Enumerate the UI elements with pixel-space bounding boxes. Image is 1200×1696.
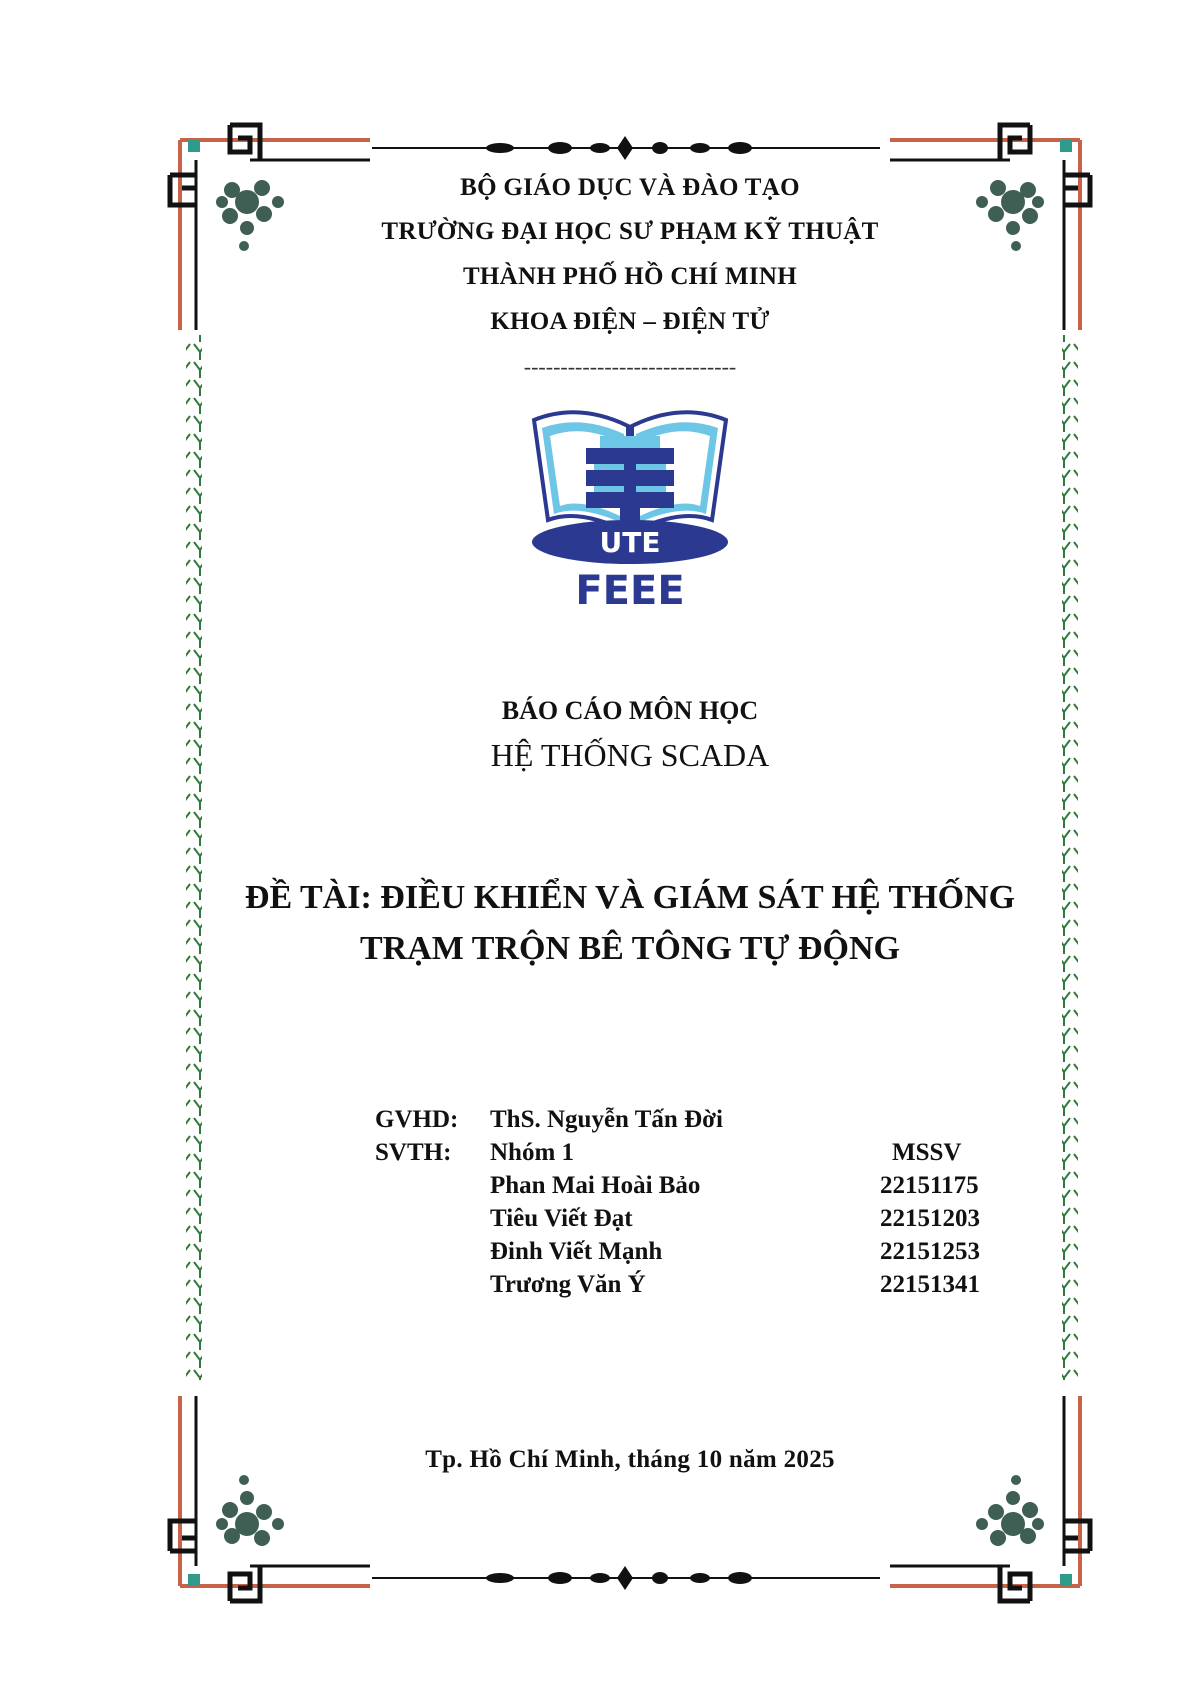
student-id: 22151203 [880, 1205, 980, 1232]
report-label: BÁO CÁO MÔN HỌC [501, 696, 759, 725]
logo-ute-text: UTE [599, 526, 661, 559]
student-name: Phan Mai Hoài Bảo [490, 1172, 701, 1199]
student-name: Tiêu Viết Đạt [490, 1205, 633, 1232]
student-id: 22151253 [880, 1238, 980, 1265]
faculty-name: KHOA ĐIỆN – ĐIỆN TỬ [490, 308, 770, 335]
student-name: Đinh Viết Mạnh [490, 1238, 663, 1265]
university-name: TRƯỜNG ĐẠI HỌC SƯ PHẠM KỸ THUẬT [381, 218, 879, 245]
header-separator: ----------------------------- [523, 354, 737, 379]
ministry-name: BỘ GIÁO DỤC VÀ ĐÀO TẠO [460, 174, 800, 201]
group-name: Nhóm 1 [490, 1139, 575, 1166]
student-name: Trương Văn Ý [490, 1271, 646, 1298]
city-name: THÀNH PHỐ HỒ CHÍ MINH [462, 263, 798, 290]
place-and-date: Tp. Hồ Chí Minh, tháng 10 năm 2025 [425, 1446, 835, 1473]
report-subject: HỆ THỐNG SCADA [490, 737, 770, 773]
ute-feee-logo [524, 400, 736, 614]
advisor-label: GVHD: [375, 1106, 459, 1133]
topic-line-2: TRẠM TRỘN BÊ TÔNG TỰ ĐỘNG [360, 930, 900, 967]
advisor-name: ThS. Nguyễn Tấn Đời [490, 1106, 723, 1133]
topic-line-1: ĐỀ TÀI: ĐIỀU KHIỂN VÀ GIÁM SÁT HỆ THỐNG [244, 879, 1016, 916]
logo-feee-text: FEEE [575, 568, 685, 614]
students-label: SVTH: [375, 1139, 452, 1166]
student-id: 22151341 [880, 1271, 980, 1298]
student-id: 22151175 [880, 1172, 979, 1199]
student-id-header: MSSV [892, 1139, 962, 1166]
